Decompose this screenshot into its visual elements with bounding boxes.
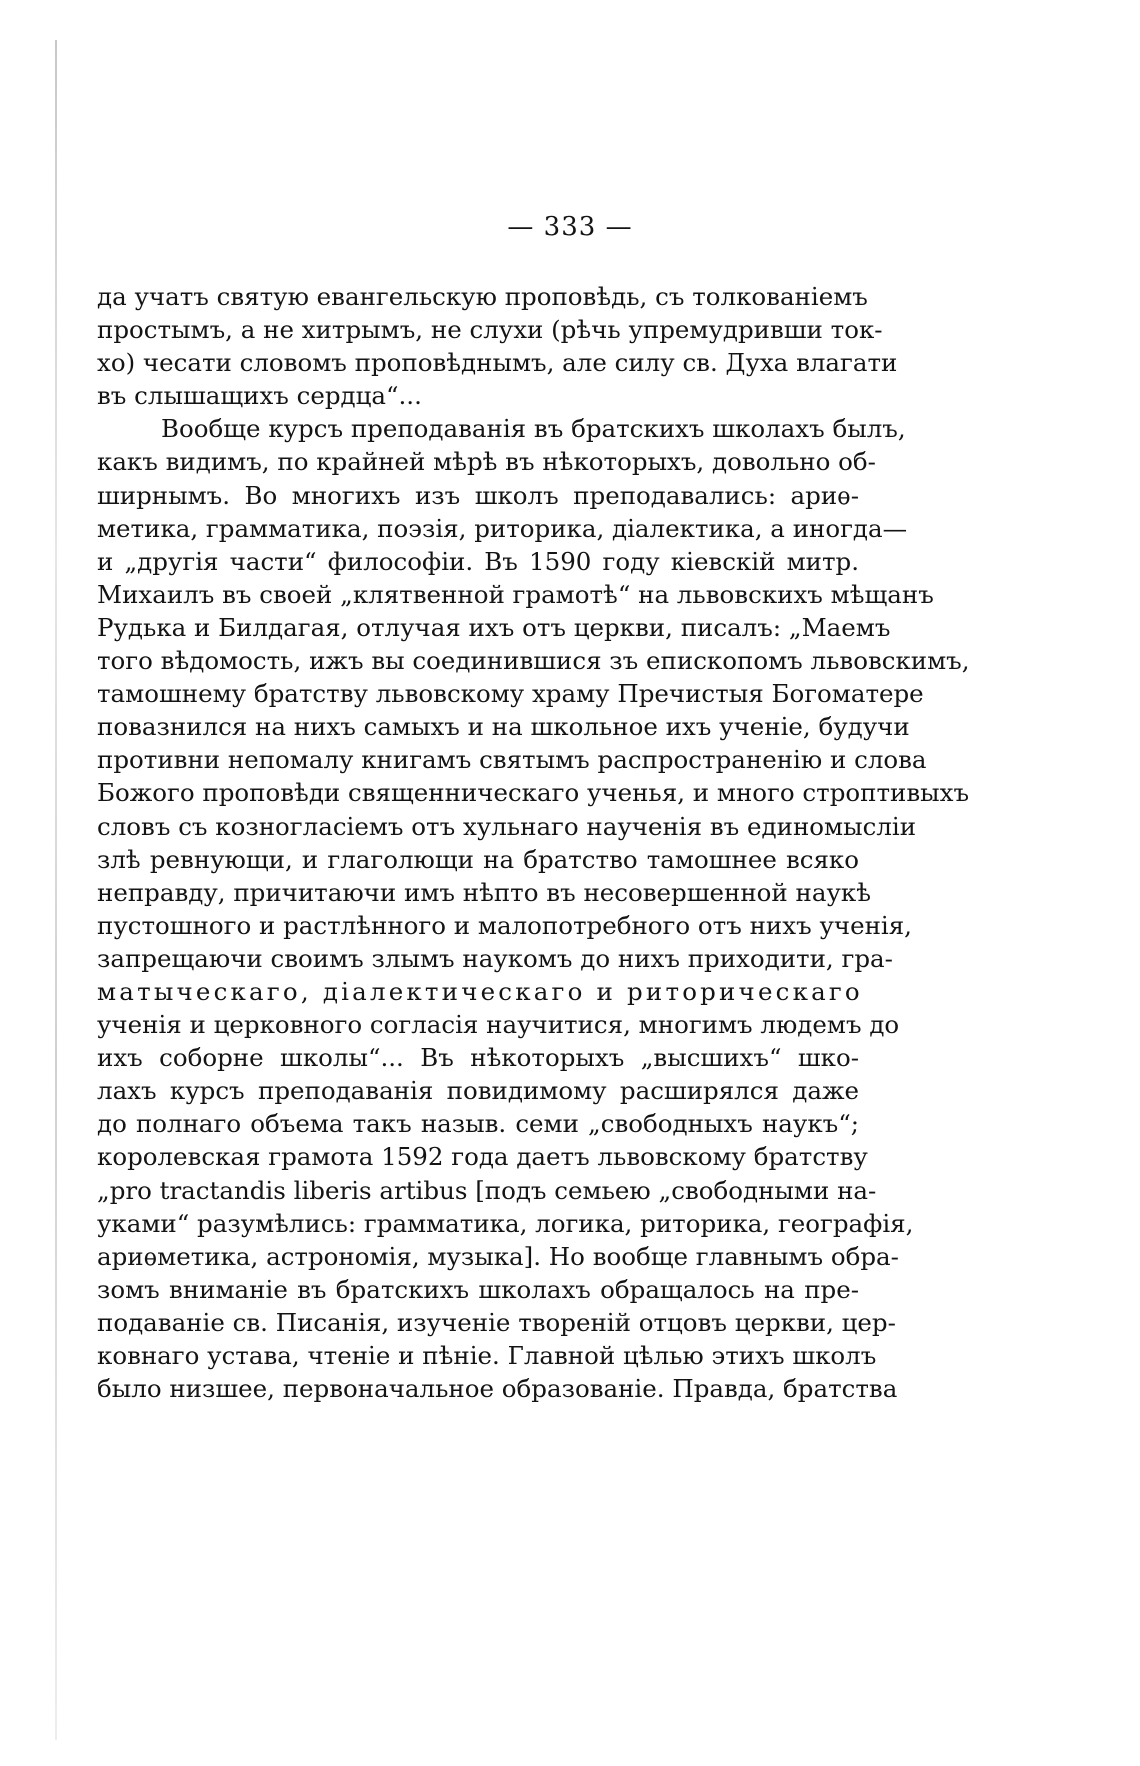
text-line: до полнаго объема такъ назыв. семи „свободныхъ наукъ“; <box>97 1109 859 1139</box>
text-line: метика, грамматика, поэзія, риторика, діалектика, а иногда— <box>97 513 908 543</box>
text-line: пустошного и растлѣнного и малопотребного отъ нихъ ученія, <box>97 910 912 940</box>
text-line: тамошнему братству львовскому храму Пречистыя Богоматере <box>97 679 924 709</box>
text-line: да учатъ святую евангельскую проповѣдь, съ толкованіемъ <box>97 282 868 311</box>
scan-edge-shadow <box>55 40 57 1740</box>
text-line: зомъ вниманіе въ братскихъ школахъ обращалось на пре- <box>97 1274 859 1304</box>
text-line: ихъ соборне школы“... Въ нѣкоторыхъ „высшихъ“ шко- <box>97 1043 859 1073</box>
text-line: подаваніе св. Писанія, изученіе твореній отцовъ церкви, цер- <box>97 1307 896 1337</box>
text-line: словъ съ козногласіемъ отъ хульнаго наученія въ единомысліи <box>97 811 917 841</box>
text-line: „pro tractandis liberis artibus [подъ семьею „свободными на- <box>97 1175 877 1205</box>
text-line: противни непомалу книгамъ святымъ распространенію и слова <box>97 745 927 775</box>
text-line: матыческаго, діалектическаго и риторическаго <box>97 976 863 1006</box>
text-line: хо) чесати словомъ проповѣднымъ, але силу св. Духа влагати <box>97 348 898 378</box>
text-line: того вѣдомость, ижъ вы соединившися зъ епископомъ львовскимъ, <box>97 646 970 676</box>
text-line: простымъ, а не хитрымъ, не слухи (рѣчь упремудривши ток- <box>97 315 883 345</box>
text-line: запрещаючи своимъ злымъ наукомъ до нихъ приходити, гра- <box>97 943 893 973</box>
text-line: Божого проповѣди священническаго ученья, и много строптивыхъ <box>97 778 970 808</box>
text-line: ширнымъ. Во многихъ изъ школъ преподавались: ариѳ- <box>97 480 859 510</box>
text-line: злѣ ревнующи, и глаголющи на братство тамошнее всяко <box>97 844 859 874</box>
text-line: Вообще курсъ преподаванія въ братскихъ школахъ былъ, <box>161 414 906 444</box>
text-line: ариѳметика, астрономія, музыка]. Но вообще главнымъ обра- <box>97 1241 899 1271</box>
text-line: какъ видимъ, по крайней мѣрѣ въ нѣкоторыхъ, довольно об- <box>97 447 876 477</box>
text-line: лахъ курсъ преподаванія повидимому расширялся даже <box>97 1076 859 1106</box>
body-text <box>97 280 970 1405</box>
text-line: королевская грамота 1592 года даетъ львовскому братству <box>97 1142 868 1172</box>
page-number: — 333 — <box>507 212 633 242</box>
text-line: Михаилъ въ своей „клятвенной грамотѣ“ на львовскихъ мѣщанъ <box>97 579 934 609</box>
text-line: неправду, причитаючи имъ нѣпто въ несовершенной наукѣ <box>97 877 871 907</box>
text-line: въ слышащихъ сердца“... <box>97 381 422 411</box>
text-line: повазнился на нихъ самыхъ и на школьное ихъ ученіе, будучи <box>97 712 910 742</box>
text-line: Рудька и Билдагая, отлучая ихъ отъ церкви, писалъ: „Маемъ <box>97 612 891 642</box>
text-line: и „другія части“ философіи. Въ 1590 году кіевскій митр. <box>97 546 859 576</box>
text-line: ковнаго устава, чтеніе и пѣніе. Главной цѣлью этихъ школъ <box>97 1341 877 1370</box>
text-line: было низшее, первоначальное образованіе. Правда, братства <box>97 1374 898 1404</box>
text-line: уками“ разумѣлись: грамматика, логика, риторика, географія, <box>97 1208 914 1238</box>
text-line: ученія и церковного согласія научитися, многимъ людемъ до <box>97 1010 900 1040</box>
